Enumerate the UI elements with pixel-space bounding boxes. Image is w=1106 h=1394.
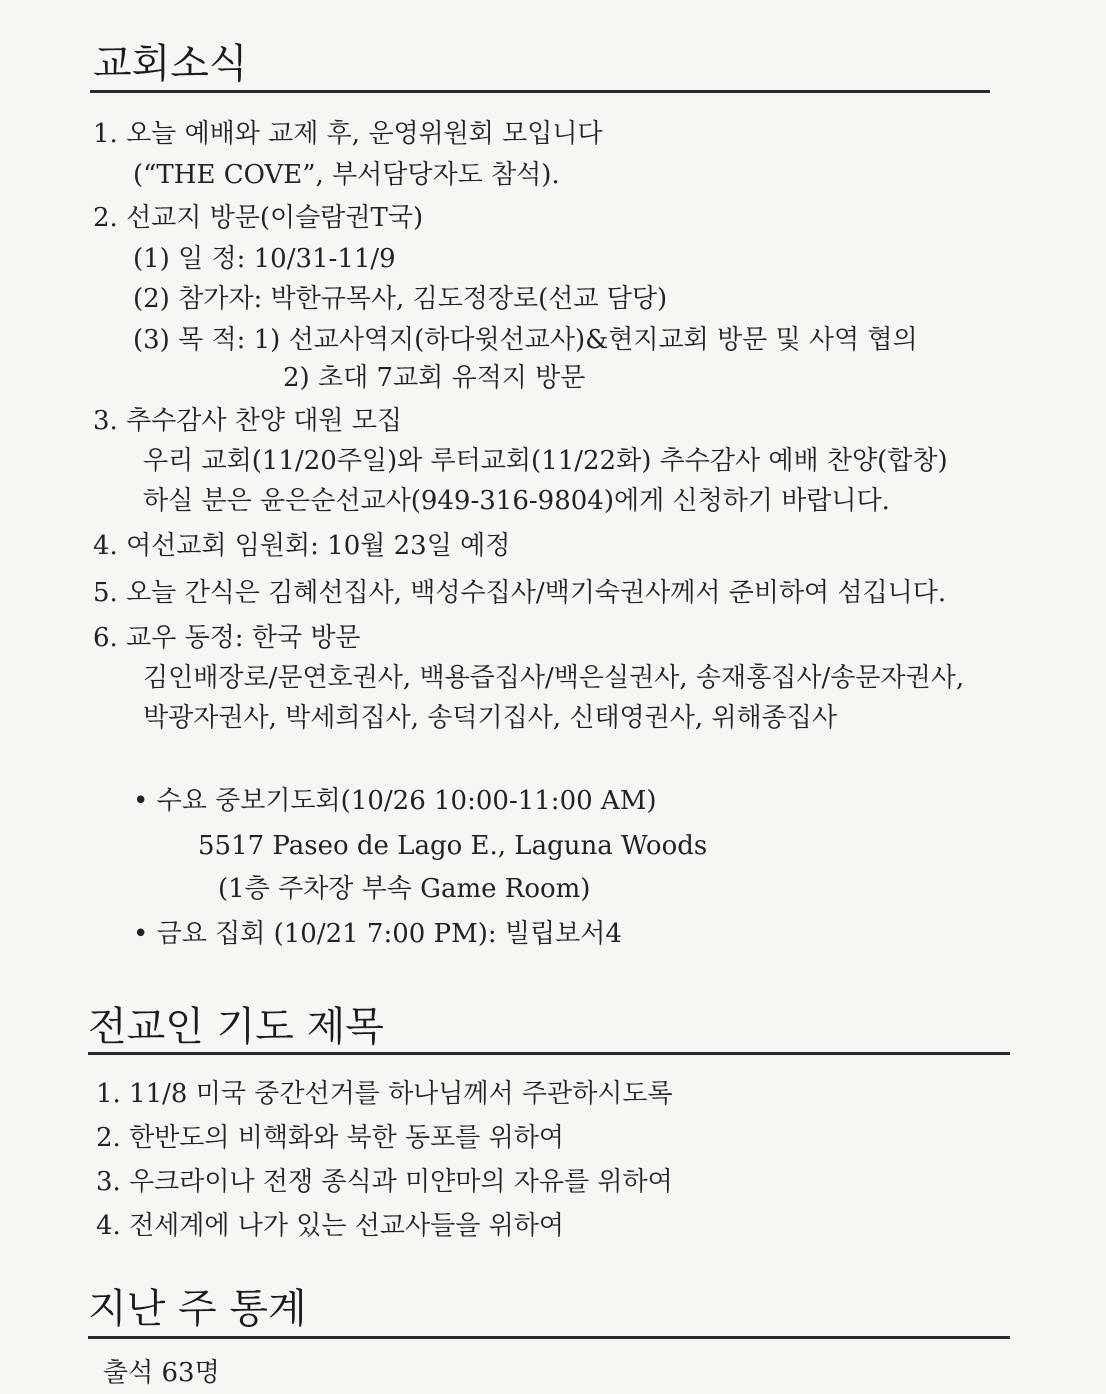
stats-title: 지난 주 통계	[88, 1286, 307, 1332]
meeting-2-line1: • 금요 집회 (10/21 7:00 PM): 빌립보서4	[133, 919, 622, 949]
meeting-1-line3: (1층 주차장 부속 Game Room)	[218, 874, 591, 904]
news-rule	[90, 90, 990, 93]
news-item-2-line1: 2. 선교지 방문(이슬람권T국)	[93, 203, 424, 233]
news-item-3-sub-1: 우리 교회(11/20주일)와 루터교회(11/22화) 추수감사 예배 찬양(합창)	[143, 446, 948, 476]
news-item-2-sub-2: (2) 참가자: 박한규목사, 김도정장로(선교 담당)	[133, 284, 668, 314]
news-item-2-sub-4: 2) 초대 7교회 유적지 방문	[283, 363, 586, 393]
meeting-1-line1: • 수요 중보기도회(10/26 10:00-11:00 AM)	[133, 786, 657, 816]
meeting-1-line2: 5517 Paseo de Lago E., Laguna Woods	[198, 831, 708, 861]
stats-rule	[88, 1336, 1010, 1339]
news-item-6-sub-2: 박광자권사, 박세희집사, 송덕기집사, 신태영권사, 위해종집사	[143, 703, 838, 733]
news-title: 교회소식	[93, 41, 248, 87]
news-item-4: 4. 여선교회 임원회: 10월 23일 예정	[93, 531, 511, 561]
news-item-3-sub-2: 하실 분은 윤은순선교사(949-316-9804)에게 신청하기 바랍니다.	[143, 486, 890, 516]
news-item-2-sub-3: (3) 목 적: 1) 선교사역지(하다윗선교사)&현지교회 방문 및 사역 협의	[133, 325, 918, 355]
news-item-2-sub-1: (1) 일 정: 10/31-11/9	[133, 244, 396, 274]
prayer-rule	[88, 1052, 1010, 1055]
news-item-1-line2: (“THE COVE”, 부서담당자도 참석).	[133, 160, 560, 190]
prayer-title: 전교인 기도 제목	[88, 1004, 384, 1050]
prayer-item-1: 1. 11/8 미국 중간선거를 하나님께서 주관하시도록	[96, 1079, 673, 1109]
news-item-3-line1: 3. 추수감사 찬양 대원 모집	[93, 406, 403, 436]
news-item-1-line1: 1. 오늘 예배와 교제 후, 운영위원회 모입니다	[93, 119, 603, 149]
news-item-6-line1: 6. 교우 동정: 한국 방문	[93, 623, 361, 653]
prayer-item-2: 2. 한반도의 비핵화와 북한 동포를 위하여	[96, 1123, 564, 1153]
stats-attendance: 출석 63명	[103, 1358, 220, 1388]
prayer-item-3: 3. 우크라이나 전쟁 종식과 미얀마의 자유를 위하여	[96, 1167, 673, 1197]
news-item-6-sub-1: 김인배장로/문연호권사, 백용즙집사/백은실권사, 송재홍집사/송문자권사,	[143, 663, 965, 693]
news-item-5: 5. 오늘 간식은 김혜선집사, 백성수집사/백기숙권사께서 준비하여 섬깁니다.	[93, 578, 947, 608]
prayer-item-4: 4. 전세계에 나가 있는 선교사들을 위하여	[96, 1211, 564, 1241]
